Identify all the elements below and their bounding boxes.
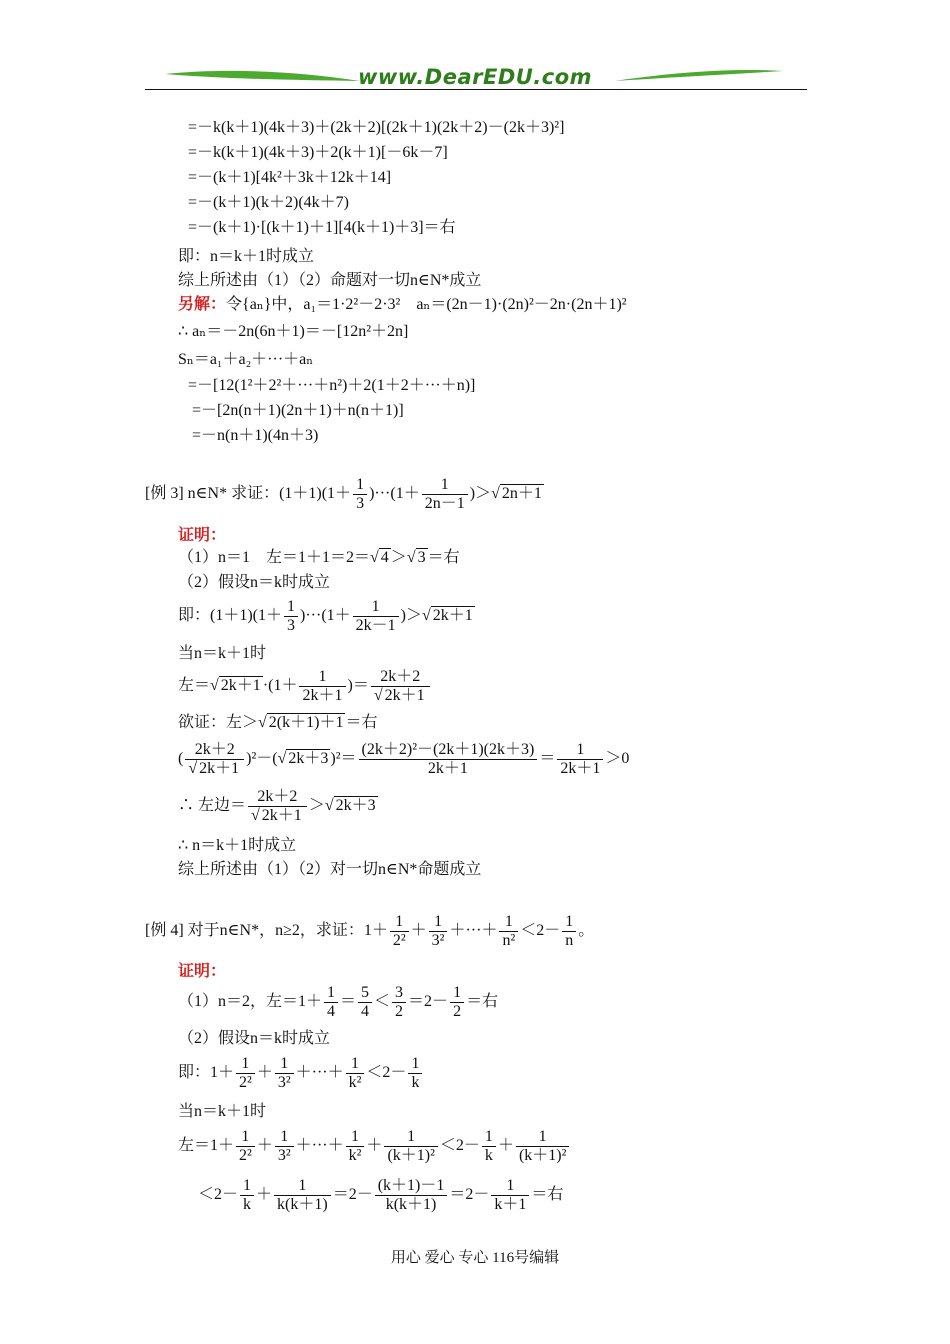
ex4-proof-label: 证明：: [178, 963, 227, 980]
alt-solution-line-3: Sₙ＝a₁＋a₂＋···＋aₙ: [178, 351, 314, 368]
ex3-want: 欲证：左＞√ 2(k＋1)＋1 ＝右: [178, 714, 378, 731]
ex4-assume: 即：1＋ $\frac{1}{\text{2²}}$ ＋ $\frac{1}{\text{3²}}$ ＋···＋ $\frac{1}{\text{k²}}$ ＜2－ $\frac{1}{k}$: [178, 1052, 424, 1094]
ex3-statement: [例 3] n∈N* 求证：(1＋1)(1＋ $\frac{1}{3}$ )···(1＋ $\frac{1}{2n-1}$ )＞√ 2n＋1: [145, 475, 542, 512]
ex3-assume: 即：(1＋1)(1＋ $\frac{1}{3}$ )···(1＋ $\frac{1}{2k-1}$ )＞√ 2k＋1: [178, 597, 473, 634]
ex3-case2: （2）假设n＝k时成立: [178, 574, 331, 591]
ex3-left: 左＝√ 2k＋1 ·(1＋ $\frac{1}{2k+1}$ )＝ $\frac{2k+2}{√ 2k+1}$: [178, 666, 432, 706]
ex4-title: [例 4]: [145, 922, 184, 939]
ex3-therefore: ∴ 左边＝ $\frac{2k+2}{√ 2k+1}$ ＞√ 2k＋3: [178, 787, 376, 824]
alt-solution-line-4: =－[12(1²＋2²＋···＋n²)＋2(1＋2＋···＋n)]: [188, 377, 476, 394]
alt-solution-line-6: =－n(n＋1)(4n＋3): [192, 427, 319, 444]
ex3-proof-label: 证明：: [178, 527, 227, 544]
ex2-conclusion: 综上所述由（1）（2）命题对一切n∈N*成立: [178, 272, 482, 289]
header-rule: [145, 89, 807, 90]
alt-solution-text: 令{aₙ}中，a₁＝1·2²－2·3² aₙ＝(2n－1)·(2n)²－2n·(2n＋1)²: [226, 296, 627, 313]
ex4-final: ＜2－ $\frac{1}{k}$ ＋ $\frac{1}{k(k+1)}$ ＝2－ $\frac{(k+1)-1}{k(k+1)}$ ＝2－ $\frac{1}{k+1}$ ＝右: [198, 1176, 564, 1213]
ex3-when: 当n＝k＋1时: [178, 645, 267, 662]
derivation-line-4: =－(k＋1)(k＋2)(4k＋7): [188, 194, 349, 211]
alt-solution-line-5: =－[2n(n＋1)(2n＋1)＋n(n＋1)]: [192, 402, 404, 419]
alt-solution-line-1: [178, 295, 627, 315]
ex4-case2: （2）假设n＝k时成立: [178, 1030, 331, 1047]
alt-solution-label: 另解：: [178, 296, 227, 313]
alt-solution-line-2: ∴ aₙ＝－2n(6n＋1)＝－[12n²＋2n]: [178, 323, 409, 340]
ex4-left: 左＝1＋ $\frac{1}{\text{2²}}$ ＋ $\frac{1}{\text{3²}}$ ＋···＋ $\frac{1}{\text{k²}}$ ＋ $\frac{1}{\text{(k＋1)²}}$ ＜2－ $\frac{1}{k}$ ＋ $\frac{1}{\text{(k＋1)²}}$: [178, 1125, 571, 1167]
ex4-when: 当n＝k＋1时: [178, 1103, 267, 1120]
ex4-case1: （1）n＝2，左＝1＋ $\frac{1}{4}$ ＝ $\frac{5}{4}$ ＜ $\frac{3}{2}$ ＝2－ $\frac{1}{2}$ ＝右: [178, 983, 499, 1020]
derivation-line-5: =－(k＋1)·[(k＋1)＋1][4(k＋1)＋3]＝右: [188, 219, 456, 236]
derivation-line-2: =－k(k＋1)(4k＋3)＋2(k＋1)[－6k－7]: [188, 144, 448, 161]
ex3-difference: ( $\frac{2k+2}{√ 2k+1}$ )²－(√ 2k＋3 )²＝ $\frac{\text{(2k＋2)²－(2k＋1)(2k＋3)}}{2k+1}$ ＝ $\frac{1}{2k+1}$ ＞0: [178, 740, 630, 777]
site-logo-text: www.DearEDU.com: [357, 65, 593, 89]
ex3-conclusion: 综上所述由（1）（2）对一切n∈N*命题成立: [178, 861, 482, 878]
page-footer: 用心 爱心 专心 116号编辑: [390, 1250, 560, 1266]
ex2-holds: 即：n＝k＋1时成立: [178, 248, 315, 265]
ex3-case1: （1）n＝1 左＝1＋1＝2＝√ 4 ＞√ 3 ＝右: [178, 549, 460, 566]
derivation-line-1: =－k(k＋1)(4k＋3)＋(2k＋2)[(2k＋1)(2k＋2)－(2k＋3)²]: [188, 119, 565, 136]
ex3-title: [例 3]: [145, 485, 184, 502]
derivation-line-3: =－(k＋1)[4k²＋3k＋12k＋14]: [188, 169, 392, 186]
ex3-holds: ∴ n＝k＋1时成立: [178, 837, 297, 854]
ex4-statement: [例 4] 对于n∈N*，n≥2，求证：1＋ $\frac{1}{\text{2²}}$ ＋ $\frac{1}{\text{3²}}$ ＋···＋ $\frac{1}{\text{n²}}$ ＜2－ $\frac{1}{n}$ 。: [145, 912, 595, 949]
